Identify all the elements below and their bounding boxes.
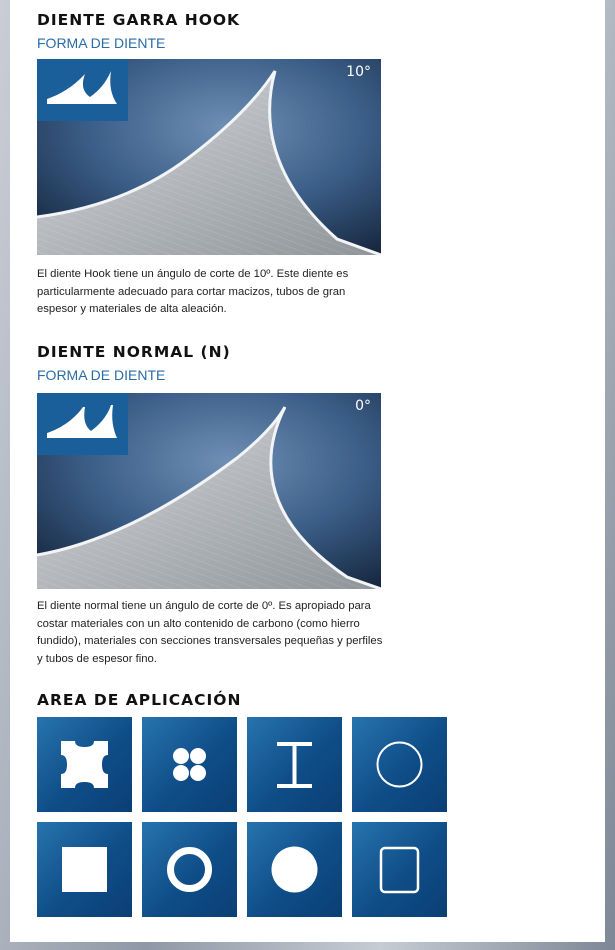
bundle-icon — [142, 717, 237, 812]
product-page — [10, 0, 605, 942]
normal-tooth-photo — [37, 393, 381, 589]
hook-tooth-icon — [37, 59, 128, 121]
rectangular-tube-icon — [352, 822, 447, 917]
solid-round-icon — [247, 822, 342, 917]
cross-profile-icon — [37, 717, 132, 812]
application-area-heading: AREA DE APLICACIÓN — [37, 691, 242, 709]
thick-tube-icon — [142, 822, 237, 917]
normal-tooth-subheading: FORMA DE DIENTE — [37, 367, 166, 383]
hook-tooth-subheading: FORMA DE DIENTE — [37, 35, 166, 51]
i-beam-icon — [247, 717, 342, 812]
solid-square-icon — [37, 822, 132, 917]
hook-tooth-description: El diente Hook tiene un ángulo de corte de 10º. Este diente es particularmente adecuado para cortar macizos, tubos de gran espesor y materiales de alta aleación. — [37, 268, 349, 315]
hook-tooth-photo — [37, 59, 381, 255]
cutting-angle-label: 0° — [355, 398, 371, 414]
cutting-angle-label: 10° — [346, 64, 371, 80]
hook-tooth-heading: DIENTE GARRA HOOK — [37, 11, 241, 29]
normal-tooth-icon — [37, 393, 128, 455]
normal-tooth-heading: DIENTE NORMAL (N) — [37, 343, 231, 361]
normal-tooth-description: El diente normal tiene un ángulo de corte de 0º. Es apropiado para costar materiales con un alto contenido de carbono (como hierro fundido), materiales con secciones transversales pequeñas y perfiles y tubos de espesor fino. — [37, 600, 383, 665]
round-tube-icon — [352, 717, 447, 812]
